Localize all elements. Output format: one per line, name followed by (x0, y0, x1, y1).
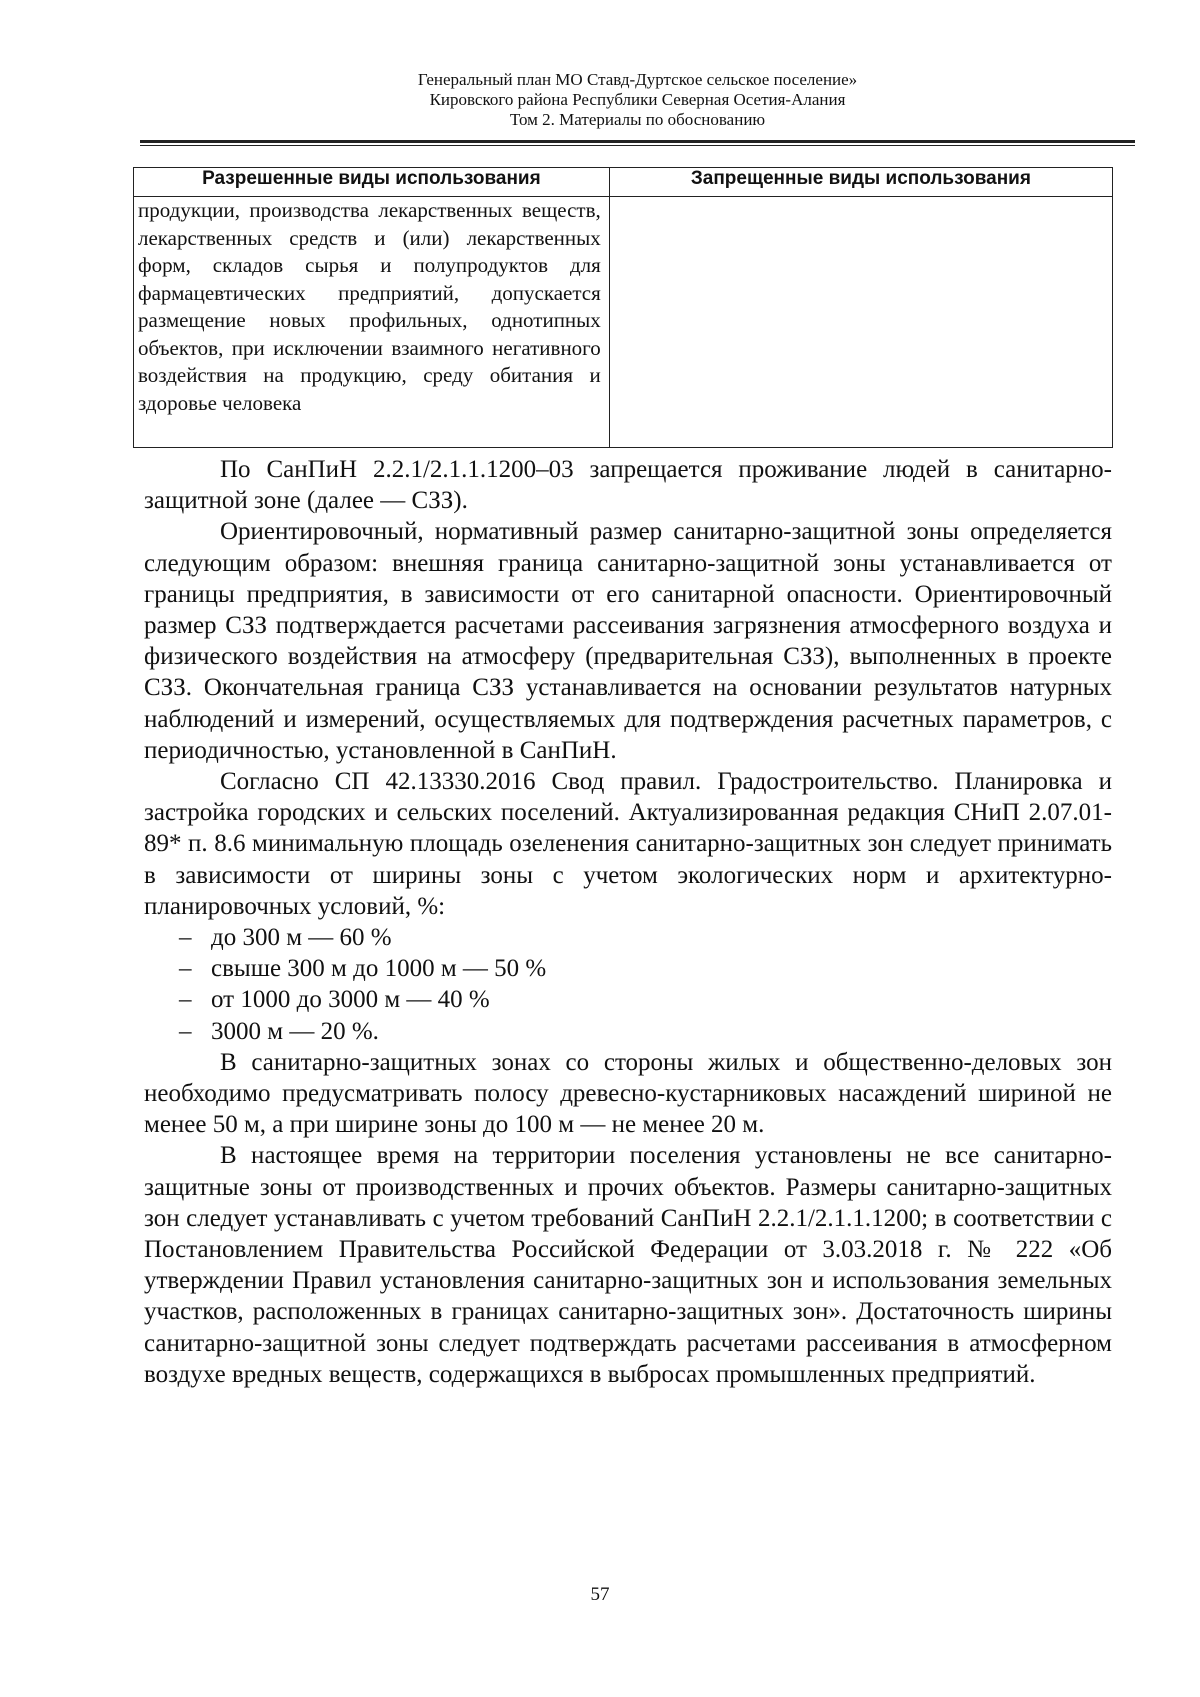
dash-bullet: – (179, 924, 192, 952)
list-item: – свыше 300 м до 1000 м — 50 % (144, 953, 1112, 984)
paragraph-szz-size: Ориентировочный, нормативный размер санитарно-защитной зоны определяется следующим образом: внешняя граница санитарно-защитной зоны устанавливается от границы предприятия, в зависимости от его санитарной опасности. Ориентировочный размер СЗЗ подтверждается расчетами рассеивания загрязнения атмосферного воздуха и физического воздействия на атмосферу (предварительная СЗЗ), выполненных в проекте СЗЗ. Окончательная граница СЗЗ устанавливается на основании результатов натурных наблюдений и измерений, осуществляемых для подтверждения расчетных параметров, с периодичностью, установленной в СанПиН. (144, 518, 1112, 764)
usage-table (133, 167, 1113, 448)
header-rule-thin (140, 145, 1135, 146)
document-body (144, 454, 1112, 1390)
page-number: 57 (590, 1584, 610, 1605)
list-item: – 3000 м — 20 %. (144, 1016, 1112, 1047)
dash-bullet: – (179, 1017, 192, 1045)
table-row (134, 197, 1113, 448)
header-line-2: Кировского района Республики Северная Осетия-Алания (429, 90, 846, 109)
prohibited-uses-cell (609, 197, 1112, 448)
paragraph-landscaping: Согласно СП 42.13330.2016 Свод правил. Градостроительство. Планировка и застройка городских и сельских поселений. Актуализированная редакция СНиП 2.07.01-89* п. 8.6 минимальную площадь озеленения санитарно-защитных зон следует принимать в зависимости от ширины зоны с учетом экологических норм и архитектурно-планировочных условий, %: (144, 768, 1112, 920)
header-line-1: Генеральный план МО Ставд-Дуртское сельское поселение» (417, 70, 858, 89)
table-header-row (134, 168, 1113, 197)
landscaping-list (144, 922, 1112, 1047)
column-header-prohibited: Запрещенные виды использования (609, 168, 1112, 197)
list-item: – от 1000 до 3000 м — 40 % (144, 984, 1112, 1015)
paragraph-buffer-strip: В санитарно-защитных зонах со стороны жилых и общественно-деловых зон необходимо предусматривать полосу древесно-кустарниковых насаждений шириной не менее 50 м, а при ширине зоны до 100 м — не менее 20 м. (144, 1048, 1112, 1139)
header-line-3: Том 2. Материалы по обоснованию (509, 110, 766, 129)
paragraph-sanpin: По СанПиН 2.2.1/2.1.1.1200–03 запрещается проживание людей в санитарно-защитной зоне (далее — СЗЗ). (144, 456, 1112, 515)
document-header (140, 70, 1135, 130)
column-header-allowed: Разрешенные виды использования (134, 168, 610, 197)
dash-bullet: – (179, 986, 192, 1014)
dash-bullet: – (179, 955, 192, 983)
paragraph-current-state: В настоящее время на территории поселения установлены не все санитарно-защитные зоны от производственных и прочих объектов. Размеры санитарно-защитных зон следует устанавливать с учетом требований СанПиН 2.2.1/2.1.1.1200; в соответствии с Постановлением Правительства Российской Федерации от 3.03.2018 г. № 222 «Об утверждении Правил установления санитарно-защитных зон и использования земельных участков, расположенных в границах санитарно-защитных зон». Достаточность ширины санитарно-защитной зоны следует подтверждать расчетами рассеивания в атмосферном воздухе вредных веществ, содержащихся в выбросах промышленных предприятий. (144, 1142, 1112, 1388)
allowed-uses-cell: продукции, производства лекарственных веществ, лекарственных средств и (или) лекарственных форм, складов сырья и полупродуктов для фармацевтических предприятий, допускается размещение новых профильных, однотипных объектов, при исключении взаимного негативного воздействия на продукцию, среду обитания и здоровье человека (134, 197, 610, 448)
header-rule-thick (140, 140, 1135, 143)
list-item: – до 300 м — 60 % (144, 922, 1112, 953)
